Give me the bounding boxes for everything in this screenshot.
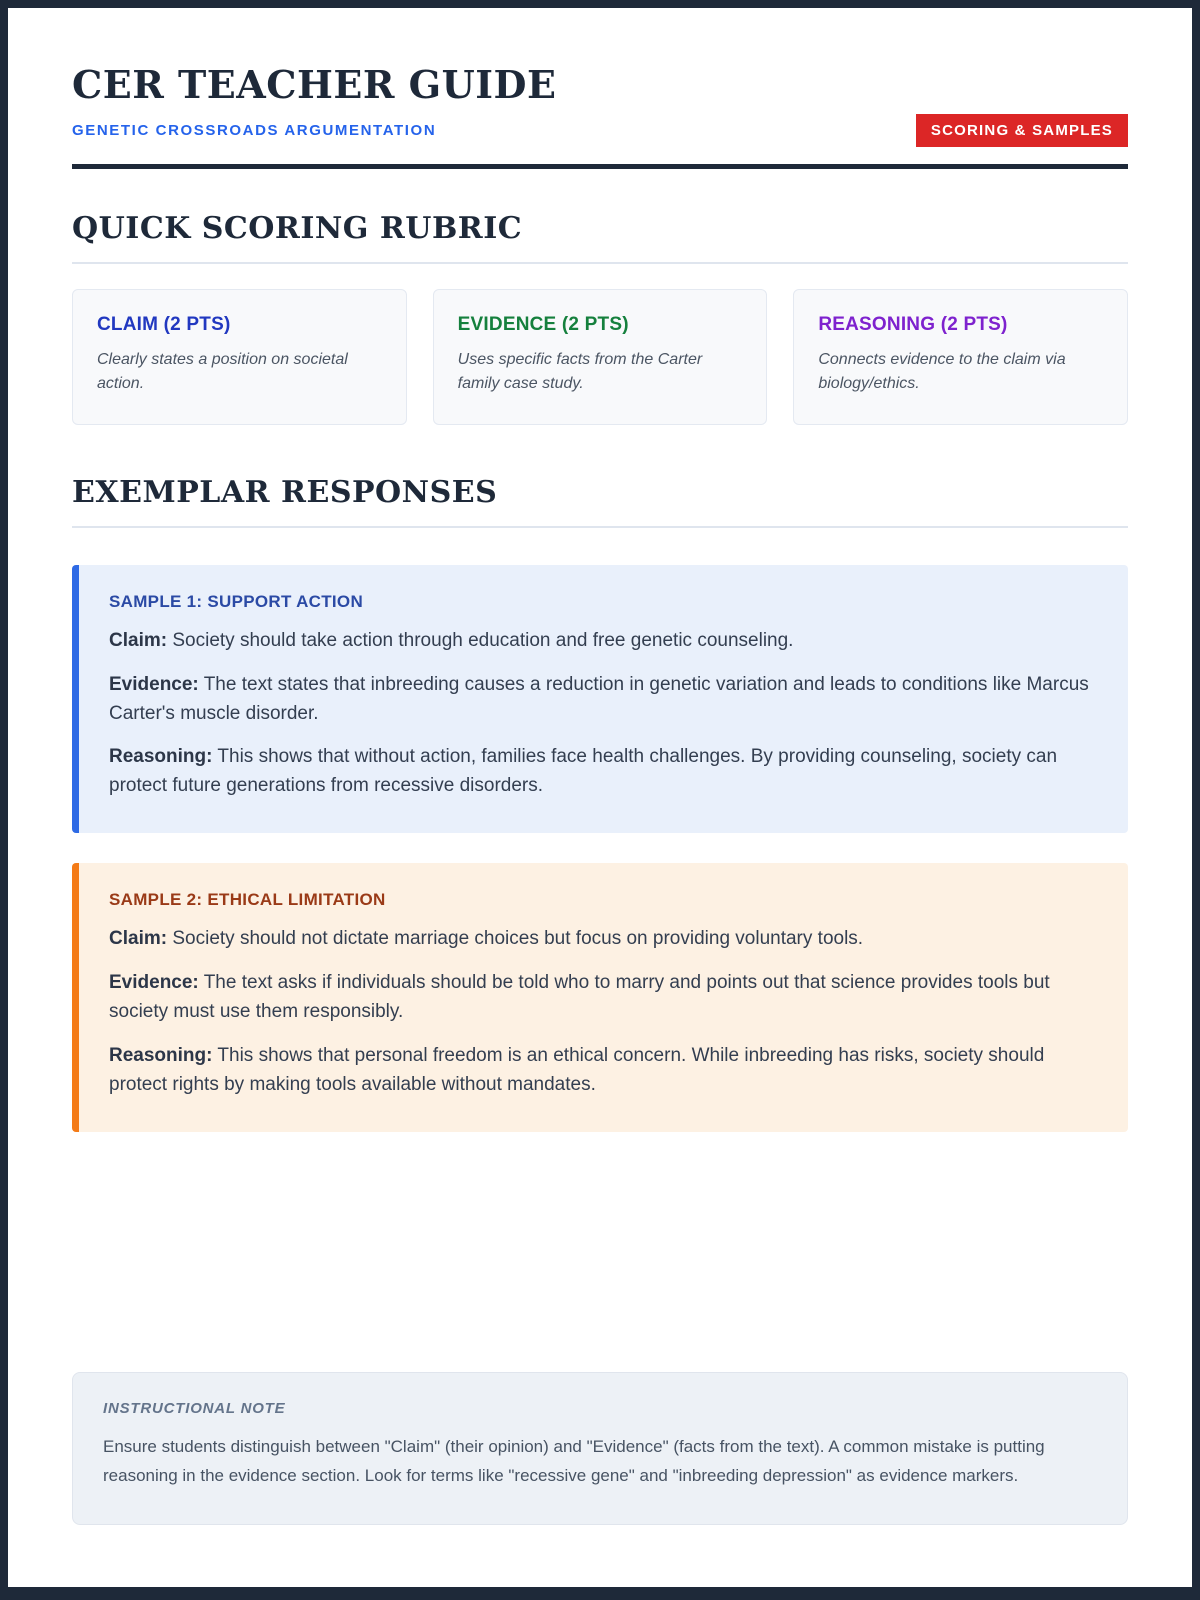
sample-2-evidence bbox=[109, 969, 1098, 1027]
sample-2-claim bbox=[109, 925, 1098, 954]
evidence-label: Evidence: bbox=[109, 673, 199, 695]
claim-label: Claim: bbox=[109, 629, 168, 651]
rubric-cards-row bbox=[72, 289, 1128, 425]
claim-text: Society should not dictate marriage choices but focus on providing voluntary tools. bbox=[172, 928, 864, 950]
exemplar-responses-section bbox=[72, 475, 1128, 1132]
quick-scoring-rubric-section bbox=[72, 211, 1128, 425]
rubric-card-description: Uses specific facts from the Carter family case study. bbox=[457, 350, 703, 392]
sample-2-card bbox=[72, 863, 1128, 1131]
rubric-card-title: CLAIM (2 PTS) bbox=[97, 313, 231, 335]
sample-2-title: SAMPLE 2: ETHICAL LIMITATION bbox=[109, 890, 386, 910]
sample-1-card bbox=[72, 565, 1128, 833]
rubric-card-reasoning bbox=[793, 289, 1128, 425]
page-header bbox=[72, 64, 1128, 169]
sample-1-claim bbox=[109, 627, 1098, 656]
page-subtitle: GENETIC CROSSROADS ARGUMENTATION bbox=[72, 121, 437, 139]
claim-text: Society should take action through education and free genetic counseling. bbox=[172, 629, 794, 651]
claim-label: Claim: bbox=[109, 928, 168, 950]
sample-1-title: SAMPLE 1: SUPPORT ACTION bbox=[109, 591, 364, 611]
rubric-card-claim bbox=[72, 289, 407, 425]
rubric-heading: QUICK SCORING RUBRIC bbox=[72, 211, 1128, 264]
header-subtitle-row bbox=[72, 114, 1128, 147]
sample-1-evidence bbox=[109, 671, 1098, 729]
sample-2-reasoning bbox=[109, 1042, 1098, 1100]
rubric-card-description: Clearly states a position on societal action. bbox=[97, 350, 348, 392]
instructional-note-title: INSTRUCTIONAL NOTE bbox=[103, 1399, 286, 1417]
flex-spacer bbox=[72, 1132, 1128, 1372]
evidence-label: Evidence: bbox=[109, 972, 199, 994]
instructional-note-body: Ensure students distinguish between "Claim" (their opinion) and "Evidence" (facts from the text). A common mistake is putting reasoning in the evidence section. Look for terms like "recessive gene" and "inbreeding depression" as evidence markers. bbox=[103, 1436, 1045, 1486]
reasoning-text: This shows that without action, families face health challenges. By providing counseling, society can protect future generations from recessive disorders. bbox=[109, 746, 1058, 797]
reasoning-label: Reasoning: bbox=[109, 1044, 213, 1066]
rubric-card-title: REASONING (2 PTS) bbox=[818, 313, 1008, 335]
exemplars-heading: EXEMPLAR RESPONSES bbox=[72, 475, 1128, 528]
rubric-card-evidence bbox=[433, 289, 768, 425]
scoring-samples-badge: SCORING & SAMPLES bbox=[916, 114, 1128, 147]
evidence-text: The text asks if individuals should be told who to marry and points out that science provides tools but society must use them responsibly. bbox=[109, 972, 1050, 1022]
header-divider bbox=[72, 164, 1128, 169]
reasoning-text: This shows that personal freedom is an ethical concern. While inbreeding has risks, society should protect rights by making tools available without mandates. bbox=[109, 1044, 1045, 1095]
sample-1-reasoning bbox=[109, 743, 1098, 801]
reasoning-label: Reasoning: bbox=[109, 746, 213, 768]
instructional-note-card bbox=[72, 1372, 1128, 1526]
rubric-card-title: EVIDENCE (2 PTS) bbox=[457, 313, 629, 335]
page-title: CER TEACHER GUIDE bbox=[72, 62, 557, 107]
evidence-text: The text states that inbreeding causes a reduction in genetic variation and leads to conditions like Marcus Carter's muscle disorder. bbox=[109, 673, 1089, 724]
rubric-card-description: Connects evidence to the claim via biology/ethics. bbox=[818, 350, 1066, 392]
